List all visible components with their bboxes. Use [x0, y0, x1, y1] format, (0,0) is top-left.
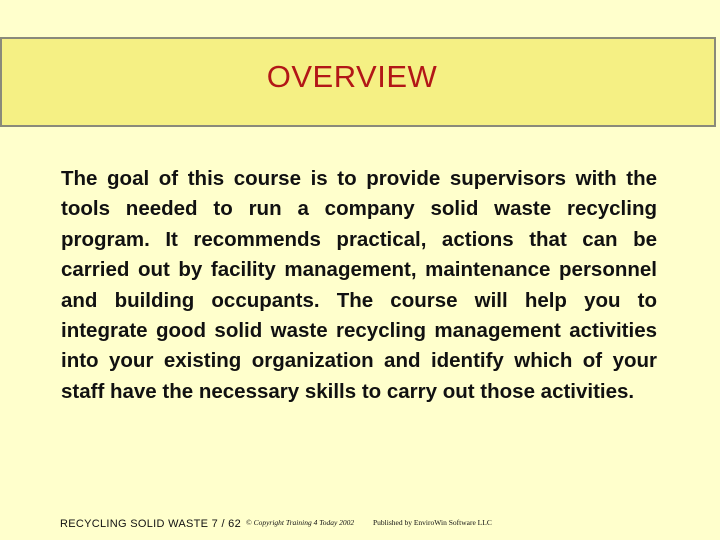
body-text: The goal of this course is to provide supervisors with the tools needed to run a company solid waste recycling program. It recommends practical, actions that can be carried out by facility management, maintenance personnel and building occupants. The course will help you to integrate good solid waste recycling management activities into your existing organization and identify which of your staff have the necessary skills to carry out those activities.: [61, 167, 657, 403]
title-banner: [0, 37, 716, 127]
footer-page-number: 7 / 62: [211, 518, 241, 530]
footer-course-label: [60, 518, 241, 530]
footer-course-title: RECYCLING SOLID WASTE: [60, 518, 209, 530]
footer-copyright: © Copyright Training 4 Today 2002: [246, 518, 355, 527]
slide-title: OVERVIEW: [266, 59, 438, 94]
footer: [60, 515, 700, 535]
body-paragraph: [61, 164, 657, 407]
footer-publisher: Published by EnviroWin Software LLC: [373, 518, 492, 527]
